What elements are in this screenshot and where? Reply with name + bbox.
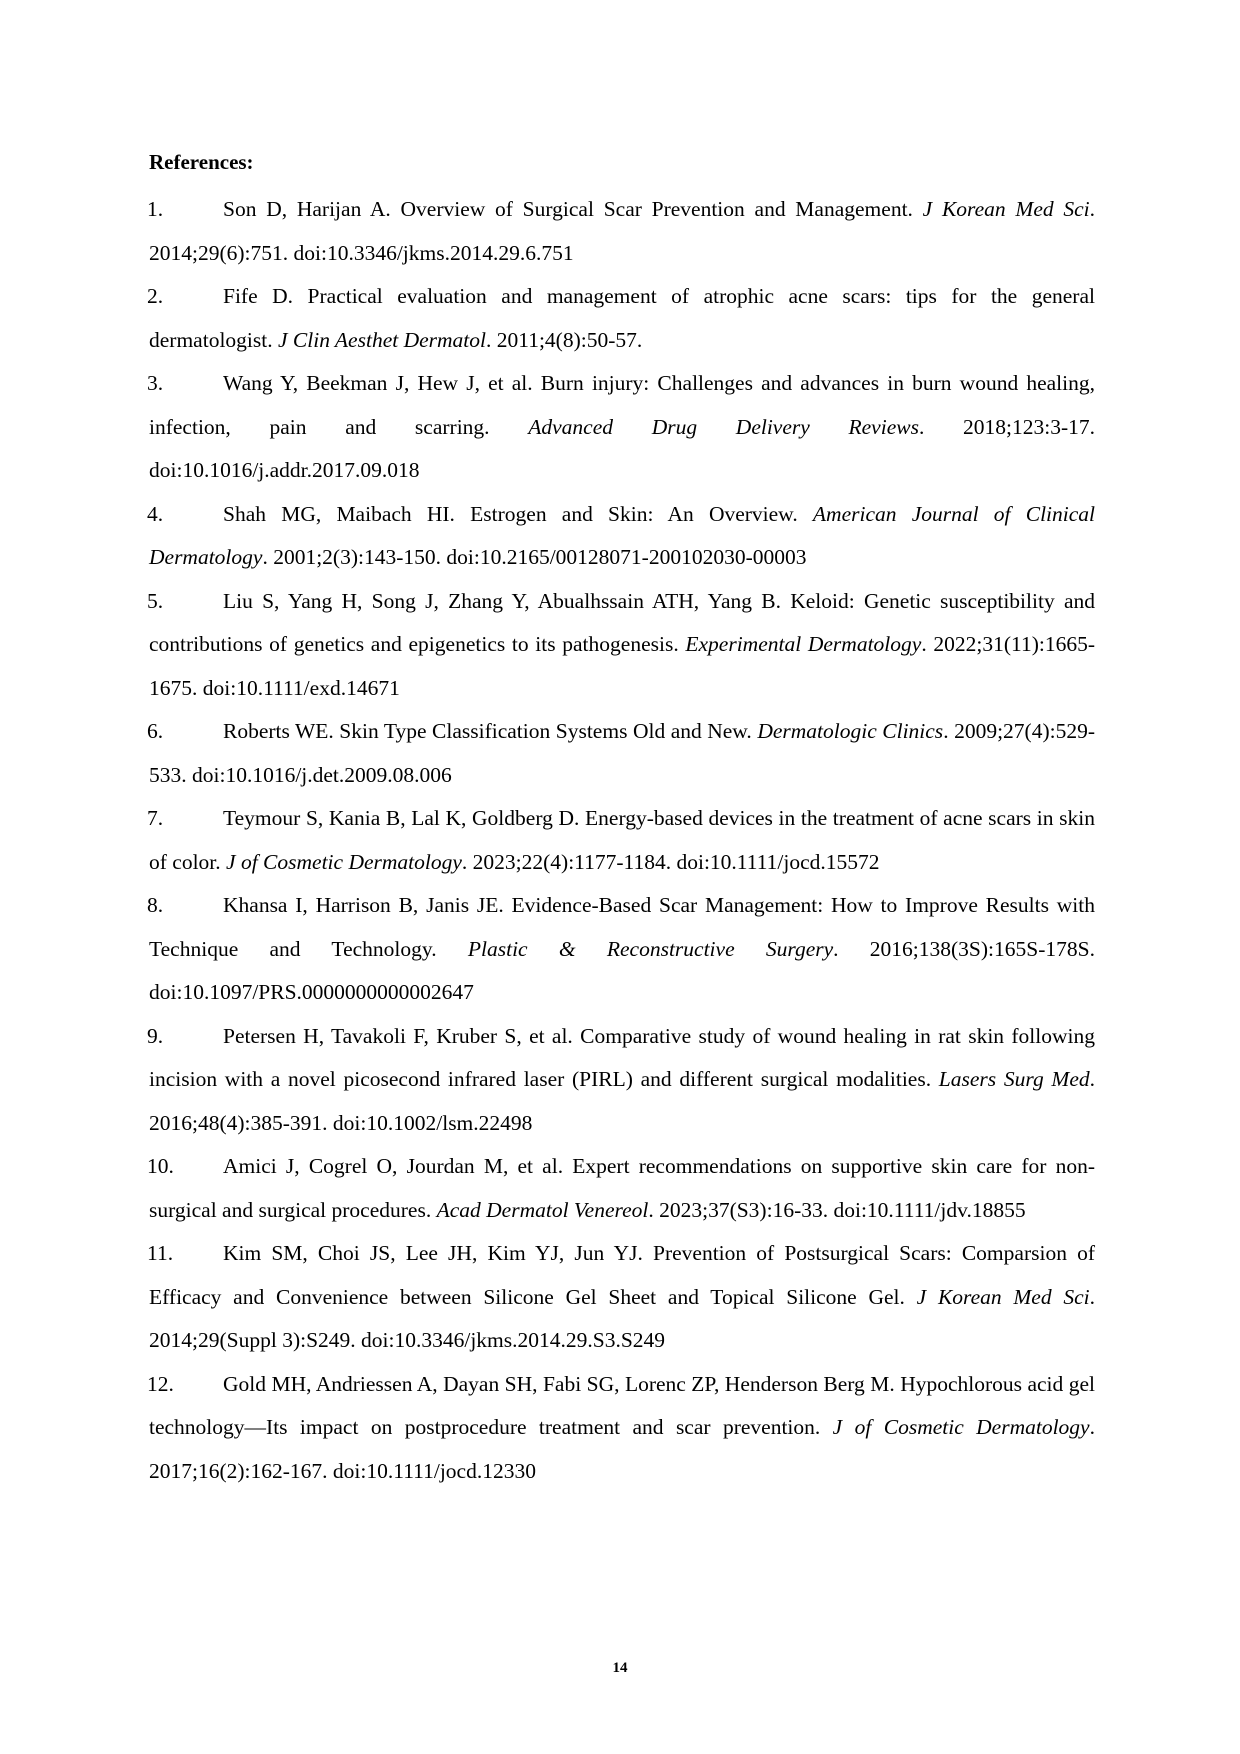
- reference-details: . 2023;37(S3):16-33. doi:10.1111/jdv.18855: [648, 1197, 1026, 1222]
- reference-details: . 2022;31(11):1665-1675. doi:10.1111/exd.14671: [149, 632, 1095, 700]
- reference-number: 12.: [147, 1371, 174, 1396]
- reference-journal: J Clin Aesthet Dermatol: [277, 327, 486, 352]
- reference-journal: American Journal of Clinical Dermatology: [149, 501, 1096, 569]
- reference-item: [149, 1145, 1095, 1232]
- reference-details: . 2018;123:3-17. doi:10.1016/j.addr.2017.09.018: [149, 414, 1096, 482]
- reference-journal: Dermatologic Clinics: [757, 719, 944, 743]
- reference-text: Roberts WE. Skin Type Classification Systems Old and New.: [223, 719, 758, 743]
- reference-details: . 2023;22(4):1177-1184. doi:10.1111/jocd.15572: [461, 849, 880, 874]
- reference-number: 11.: [147, 1241, 174, 1265]
- reference-journal: Experimental Dermatology: [685, 632, 922, 656]
- reference-details: . 2014;29(Suppl 3):S249. doi:10.3346/jkms.2014.29.S3.S249: [149, 1284, 1096, 1352]
- reference-number: 10.: [147, 1154, 174, 1178]
- reference-details: . 2011;4(8):50-57.: [486, 327, 643, 352]
- reference-text: Gold MH, Andriessen A, Dayan SH, Fabi SG, Lorenc ZP, Henderson Berg M. Hypochlorous acid gel technology—Its impact on postprocedure treatment and scar prevention.: [149, 1371, 1095, 1439]
- reference-item: [149, 1232, 1095, 1363]
- reference-journal: Lasers Surg Med: [938, 1067, 1090, 1091]
- reference-journal: J of Cosmetic Dermatology: [832, 1415, 1090, 1439]
- reference-number: 1.: [147, 197, 164, 221]
- reference-item: [149, 275, 1095, 362]
- reference-item: [149, 580, 1095, 711]
- reference-item: [149, 797, 1095, 884]
- references-heading: References:: [149, 150, 254, 174]
- reference-journal: J of Cosmetic Dermatology: [226, 849, 462, 874]
- reference-text: Petersen H, Tavakoli F, Kruber S, et al. Comparative study of wound healing in rat skin following incision with a novel picosecond infrared laser (PIRL) and different surgical modalities.: [149, 1023, 1095, 1091]
- reference-text: Son D, Harijan A. Overview of Surgical Scar Prevention and Management.: [223, 197, 923, 221]
- reference-text: Amici J, Cogrel O, Jourdan M, et al. Expert recommendations on supportive skin care for non-surgical and surgical procedures.: [149, 1154, 1095, 1222]
- reference-journal: J Korean Med Sci: [916, 1284, 1090, 1309]
- reference-number: 6.: [147, 719, 164, 743]
- reference-item: [149, 1015, 1095, 1146]
- reference-details: . 2017;16(2):162-167. doi:10.1111/jocd.12330: [149, 1415, 1095, 1483]
- reference-text: Wang Y, Beekman J, Hew J, et al. Burn injury: Challenges and advances in burn wound healing, infection, pain and scarring.: [149, 371, 1095, 439]
- reference-journal: Plastic & Reconstructive Surgery: [467, 936, 834, 961]
- reference-list: [149, 188, 1095, 1493]
- reference-number: 3.: [147, 371, 164, 395]
- reference-number: 7.: [147, 806, 164, 830]
- reference-text: Teymour S, Kania B, Lal K, Goldberg D. Energy-based devices in the treatment of acne scars in skin of color.: [149, 806, 1095, 874]
- reference-text: Kim SM, Choi JS, Lee JH, Kim YJ, Jun YJ. Prevention of Postsurgical Scars: Comparsion of Efficacy and Convenience between Silicone Gel Sheet and Topical Silicone Gel.: [149, 1241, 1095, 1309]
- reference-number: 9.: [147, 1023, 164, 1048]
- reference-journal: J Korean Med Sci: [922, 197, 1090, 221]
- reference-item: [149, 493, 1095, 580]
- reference-item: [149, 362, 1095, 493]
- reference-number: 8.: [147, 893, 164, 917]
- reference-item: [149, 1363, 1095, 1494]
- reference-details: . 2014;29(6):751. doi:10.3346/jkms.2014.29.6.751: [149, 197, 1095, 265]
- reference-journal: Acad Dermatol Venereol: [436, 1197, 649, 1222]
- reference-number: 2.: [147, 284, 164, 308]
- reference-details: . 2009;27(4):529-533. doi:10.1016/j.det.2009.08.006: [149, 719, 1095, 787]
- reference-item: [149, 188, 1095, 275]
- reference-journal: Advanced Drug Delivery Reviews: [528, 414, 919, 439]
- reference-text: Khansa I, Harrison B, Janis JE. Evidence-Based Scar Management: How to Improve Results with Technique and Technology.: [149, 893, 1095, 961]
- reference-text: Liu S, Yang H, Song J, Zhang Y, Abualhssain ATH, Yang B. Keloid: Genetic susceptibility and contributions of genetics and epigenetics to its pathogenesis.: [149, 588, 1095, 656]
- reference-item: [149, 884, 1095, 1015]
- reference-number: 5.: [147, 588, 164, 613]
- reference-number: 4.: [147, 501, 164, 526]
- reference-text: Fife D. Practical evaluation and management of atrophic acne scars: tips for the general dermatologist.: [149, 284, 1095, 352]
- reference-details: . 2001;2(3):143-150. doi:10.2165/00128071-200102030-00003: [262, 545, 807, 569]
- reference-details: . 2016;48(4):385-391. doi:10.1002/lsm.22498: [149, 1067, 1095, 1135]
- reference-item: [149, 710, 1095, 797]
- reference-text: Shah MG, Maibach HI. Estrogen and Skin: An Overview.: [223, 501, 813, 526]
- reference-details: . 2016;138(3S):165S-178S. doi:10.1097/PRS.0000000000002647: [149, 936, 1095, 1004]
- page-number: 14: [612, 1660, 628, 1676]
